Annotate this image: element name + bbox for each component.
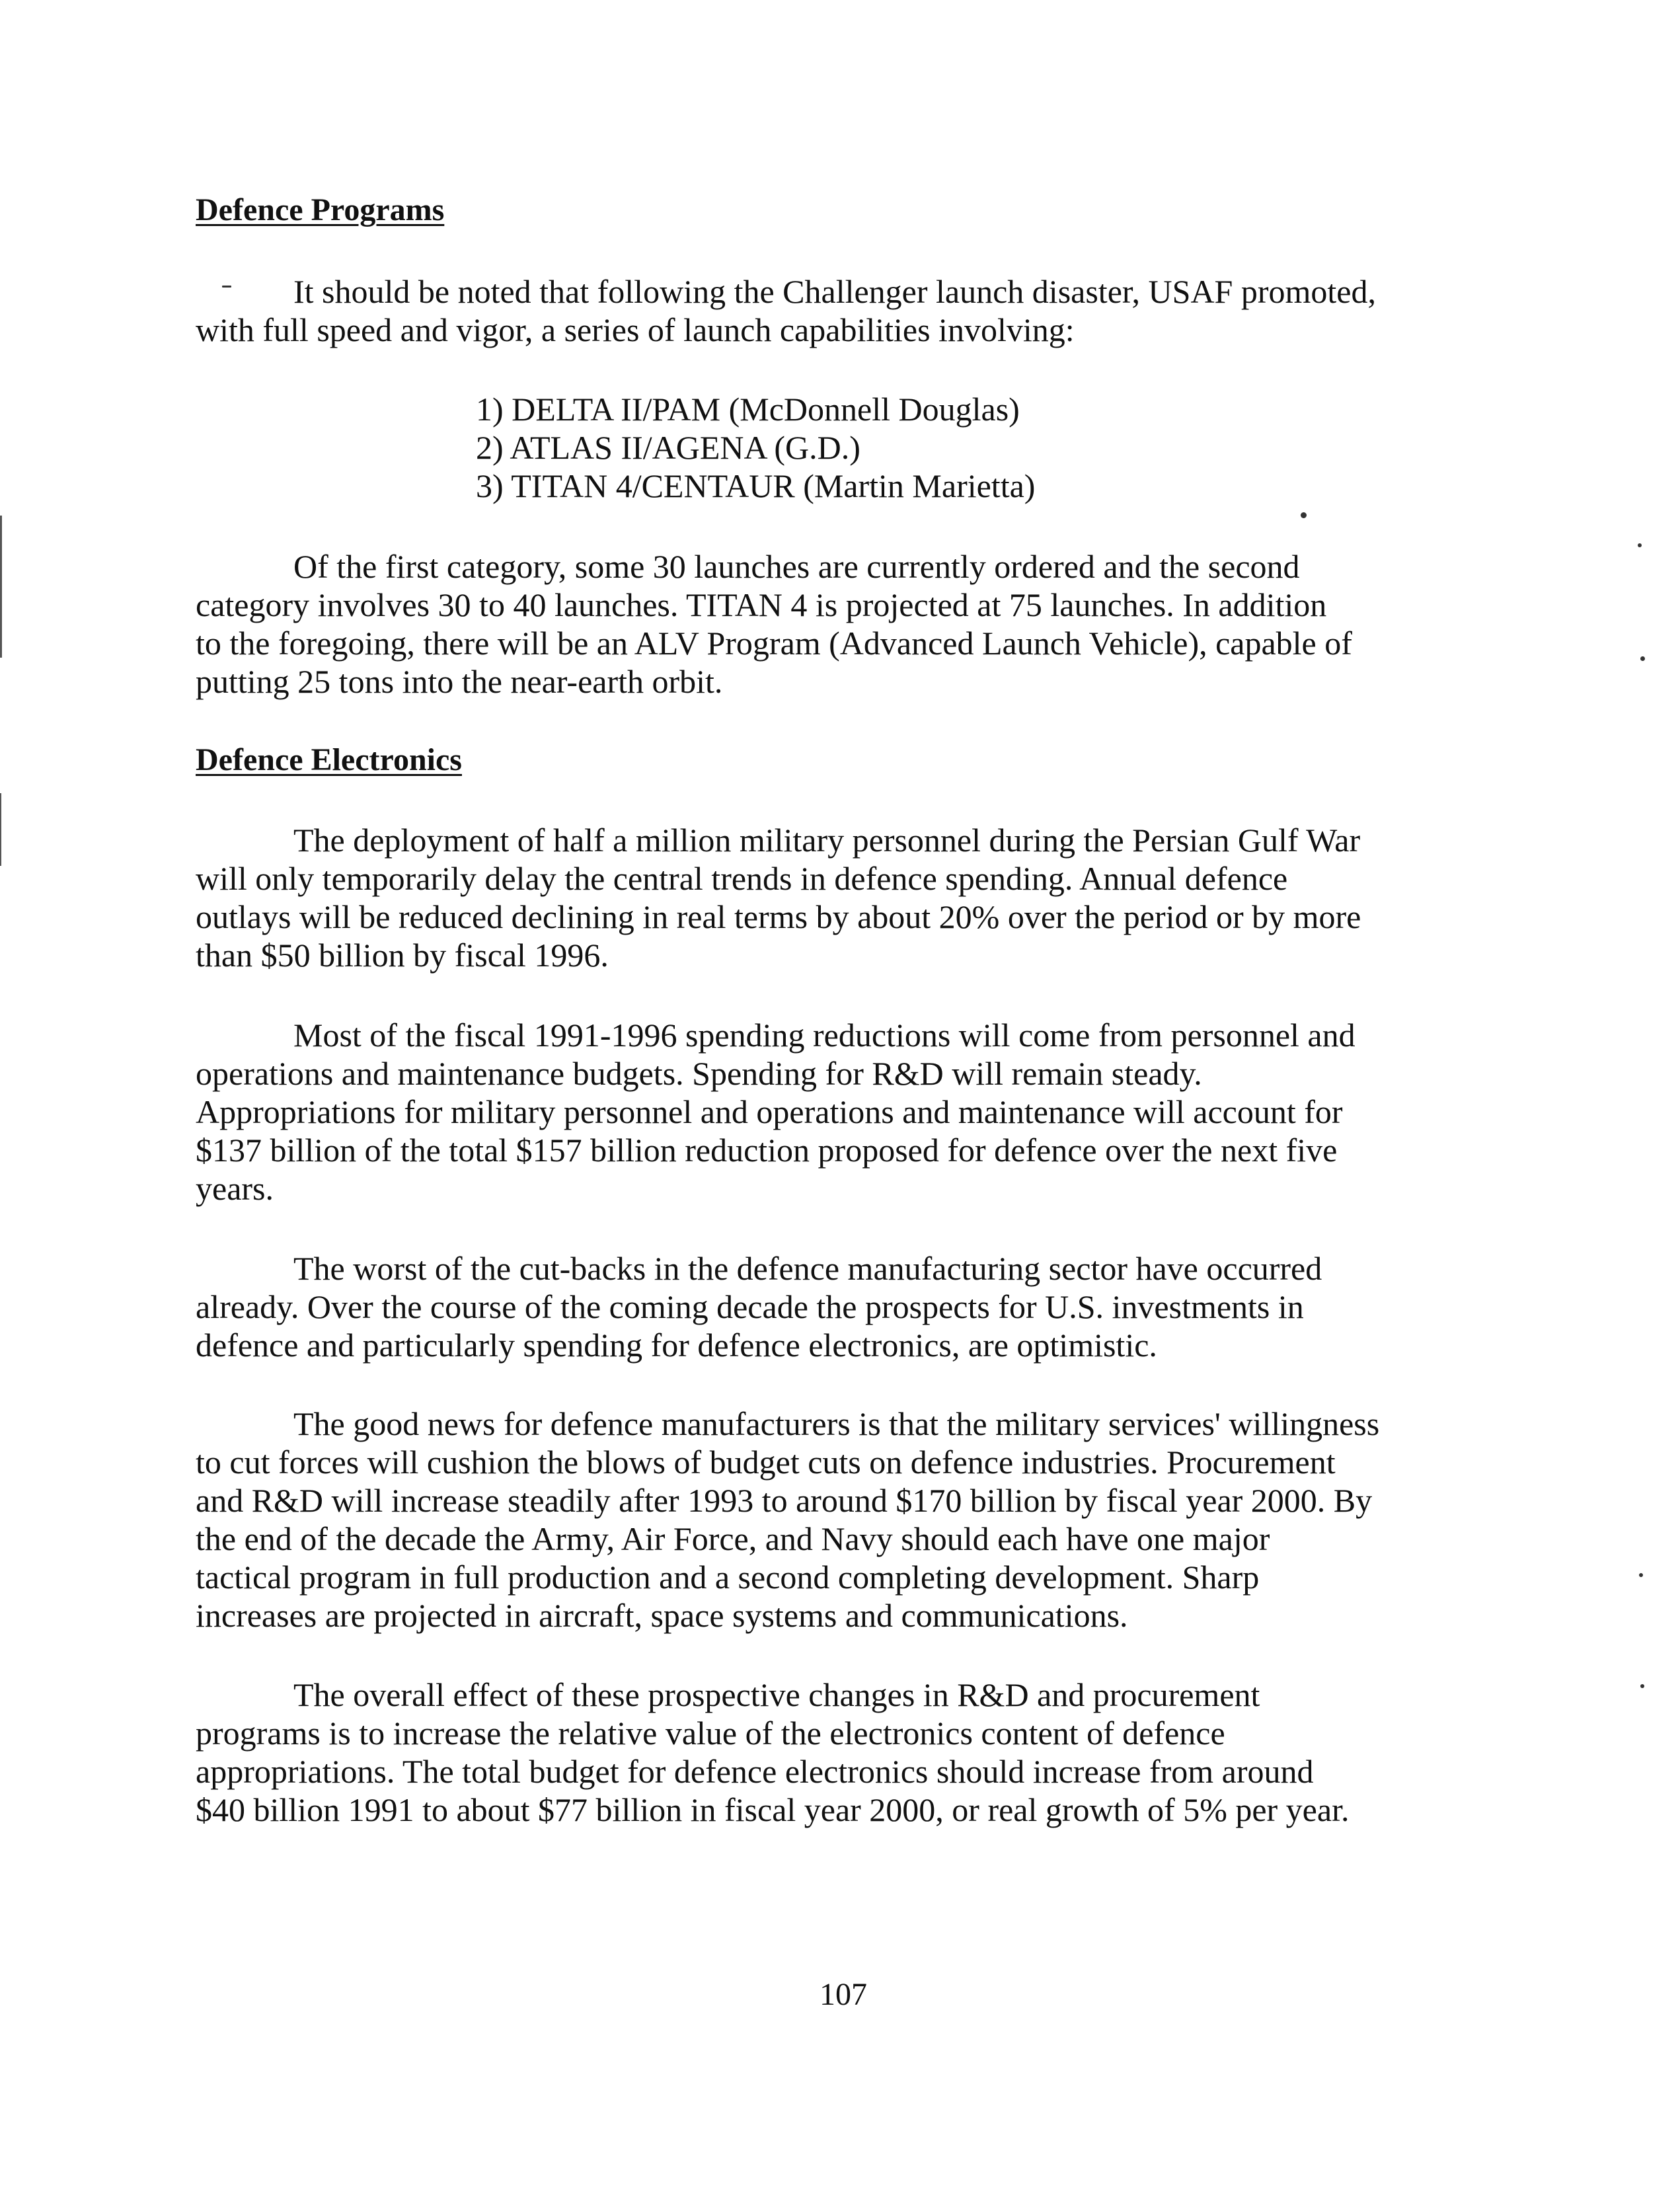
- paragraph-spending-reductions: [196, 1016, 1491, 1208]
- paragraph-launch-categories: [196, 547, 1491, 701]
- text-line: The good news for defence manufacturers is that the military services' willingness: [293, 1405, 1380, 1442]
- text-line: putting 25 tons into the near-earth orbit.: [196, 663, 723, 700]
- text-line: defence and particularly spending for defence electronics, are optimistic.: [196, 1327, 1157, 1364]
- text-line: and R&D will increase steadily after 1993 to around $170 billion by fiscal year 2000. By: [196, 1482, 1373, 1519]
- scan-edge-line: [0, 793, 1, 866]
- text-line: already. Over the course of the coming decade the prospects for U.S. investments in: [196, 1288, 1304, 1325]
- text-line: Most of the fiscal 1991-1996 spending reductions will come from personnel and: [293, 1017, 1355, 1054]
- text-line: appropriations. The total budget for defence electronics should increase from around: [196, 1753, 1314, 1790]
- scan-speck: [1639, 1573, 1643, 1577]
- text-line: outlays will be reduced declining in real terms by about 20% over the period or by more: [196, 898, 1361, 935]
- text-line: tactical program in full production and a second completing development. Sharp: [196, 1559, 1260, 1596]
- scan-speck: [1640, 656, 1645, 661]
- text-line: Appropriations for military personnel and operations and maintenance will account for: [196, 1093, 1343, 1130]
- scan-speck: [222, 286, 231, 288]
- scan-speck: [1638, 543, 1642, 547]
- text-line: to the foregoing, there will be an ALV Program (Advanced Launch Vehicle), capable of: [196, 625, 1352, 662]
- text-line: than $50 billion by fiscal 1996.: [196, 937, 609, 974]
- text-line: Of the first category, some 30 launches are currently ordered and the second: [293, 548, 1300, 585]
- paragraph-deployment: [196, 821, 1491, 974]
- text-line: The overall effect of these prospective changes in R&D and procurement: [293, 1676, 1260, 1713]
- text-line: It should be noted that following the Challenger launch disaster, USAF promoted,: [293, 273, 1376, 310]
- paragraph-overall-effect: [196, 1676, 1491, 1829]
- list-item: 3) TITAN 4/CENTAUR (Martin Marietta): [476, 467, 1036, 504]
- list-item: 2) ATLAS II/AGENA (G.D.): [476, 429, 860, 466]
- page-number: 107: [820, 1977, 867, 2012]
- text-line: the end of the decade the Army, Air Force, and Navy should each have one major: [196, 1520, 1270, 1557]
- text-line: operations and maintenance budgets. Spending for R&D will remain steady.: [196, 1055, 1202, 1092]
- launch-capabilities-list: [476, 390, 1035, 505]
- text-line: increases are projected in aircraft, space systems and communications.: [196, 1597, 1128, 1634]
- text-line: $137 billion of the total $157 billion reduction proposed for defence over the next five: [196, 1132, 1338, 1169]
- paragraph-cutbacks: [196, 1249, 1491, 1364]
- text-line: to cut forces will cushion the blows of budget cuts on defence industries. Procurement: [196, 1444, 1336, 1481]
- text-line: with full speed and vigor, a series of launch capabilities involving:: [196, 311, 1075, 348]
- text-line: $40 billion 1991 to about $77 billion in fiscal year 2000, or real growth of 5% per year.: [196, 1791, 1350, 1828]
- scan-edge-line: [0, 516, 2, 658]
- text-line: will only temporarily delay the central trends in defence spending. Annual defence: [196, 860, 1288, 897]
- paragraph-programs-intro: [196, 272, 1491, 349]
- text-line: The worst of the cut-backs in the defence manufacturing sector have occurred: [293, 1250, 1322, 1287]
- scan-speck: [1640, 1684, 1644, 1688]
- section-heading-defence-programs: Defence Programs: [196, 192, 445, 227]
- text-line: years.: [196, 1170, 274, 1207]
- section-heading-defence-electronics: Defence Electronics: [196, 742, 462, 777]
- scan-speck: [1301, 512, 1307, 518]
- list-item: 1) DELTA II/PAM (McDonnell Douglas): [476, 391, 1020, 428]
- text-line: The deployment of half a million military personnel during the Persian Gulf War: [293, 822, 1361, 859]
- paragraph-good-news: [196, 1405, 1491, 1635]
- text-line: category involves 30 to 40 launches. TITAN 4 is projected at 75 launches. In addition: [196, 586, 1327, 623]
- text-line: programs is to increase the relative value of the electronics content of defence: [196, 1715, 1225, 1752]
